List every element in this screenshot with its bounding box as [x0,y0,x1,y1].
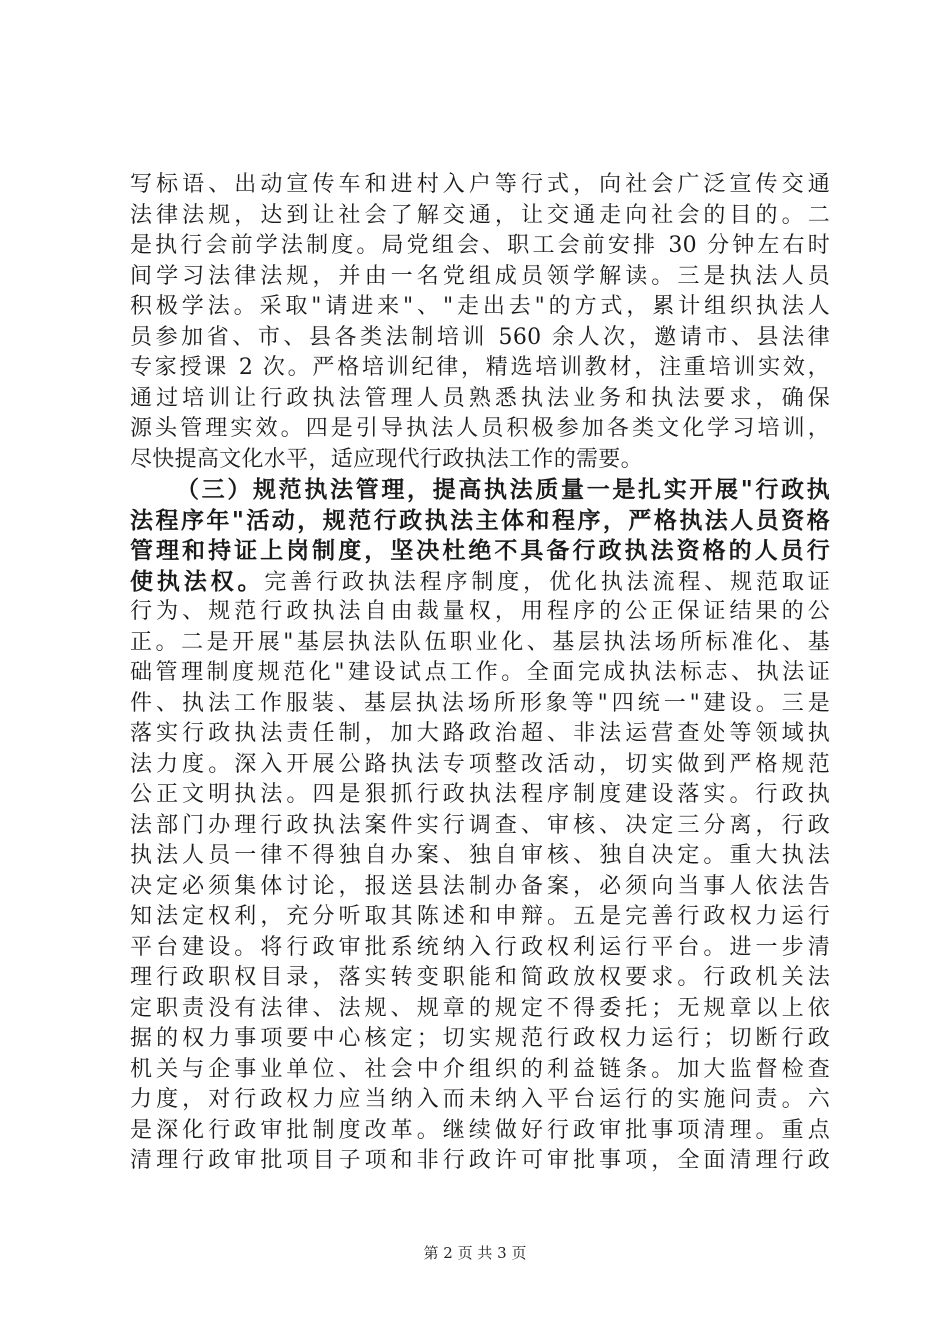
text-line: 是执行会前学法制度。局党组会、职工会前安排 30 分钟左右时 [130,233,830,258]
text-line: 源头管理实效。四是引导执法人员积极参加各类文化学习培训， [130,416,830,441]
text-line: 通过培训让行政执法管理人员熟悉执法业务和执法要求，确保 [130,385,830,411]
text-line: 据的权力事项要中心核定；切实规范行政权力运行；切断行政 [130,1026,830,1051]
section-heading-line: 法程序年"活动，规范行政执法主体和程序，严格执法人员资格 [130,506,830,534]
bold-segment: 使执法权。 [130,567,265,595]
text-line: 落实行政执法责任制，加大路政治超、非法运营查处等领域执 [130,721,830,746]
text-line: 定职责没有法律、法规、规章的规定不得委托；无规章以上依 [130,995,830,1021]
text-line: 清理行政审批项目子项和非行政许可审批事项，全面清理行政 [130,1148,830,1173]
text-line: 平台建设。将行政审批系统纳入行政权利运行平台。进一步清 [130,934,830,960]
text-line: 决定必须集体讨论，报送县法制办备案，必须向当事人依法告 [130,873,830,899]
section-heading-line: （三）规范执法管理，提高执法质量一是扎实开展"行政执 [176,476,830,503]
section-heading-line: 管理和持证上岗制度，坚决杜绝不具备行政执法资格的人员行 [130,537,830,564]
text-line: 积极学法。采取"请进来"、"走出去"的方式，累计组织执法人 [130,294,830,319]
mixed-text-line [130,567,830,598]
text-line: 法律法规，达到让社会了解交通，让交通走向社会的目的。二 [130,202,830,228]
text-line: 础管理制度规范化"建设试点工作。全面完成执法标志、执法证 [130,660,830,685]
text-line: 专家授课 2 次。严格培训纪律，精选培训教材，注重培训实效， [130,355,830,380]
text-line: 公正文明执法。四是狠抓行政执法程序制度建设落实。行政执 [130,782,830,807]
normal-segment: 完善行政执法程序制度，优化执法流程、规范取证 [264,569,831,595]
text-line: 写标语、出动宣传车和进村入户等行式，向社会广泛宣传交通 [130,172,830,197]
paragraph-section-3 [130,475,830,1177]
page-number-footer: 第 2 页 共 3 页 [423,1244,527,1262]
text-line: 尽快提高文化水平，适应现代行政执法工作的需要。 [130,446,643,472]
text-line: 理行政职权目录，落实转变职能和简政放权要求。行政机关法 [130,965,830,990]
text-line: 法部门办理行政执法案件实行调查、审核、决定三分离，行政 [130,812,830,838]
body-text [130,170,830,1177]
text-line: 机关与企事业单位、社会中介组织的利益链条。加大监督检查 [130,1056,830,1082]
text-line: 间学习法律法规，并由一名党组成员领学解读。三是执法人员 [130,263,830,289]
text-line: 行为、规范行政执法自由裁量权，用程序的公正保证结果的公 [130,599,830,624]
text-line: 正。二是开展"基层执法队伍职业化、基层执法场所标准化、基 [130,629,830,655]
text-line: 件、执法工作服装、基层执法场所形象等"四统一"建设。三是 [130,690,830,716]
text-line: 执法人员一律不得独自办案、独自审核、独自决定。重大执法 [130,843,830,868]
text-line: 法力度。深入开展公路执法专项整改活动，切实做到严格规范 [130,751,830,777]
text-line: 力度，对行政权力应当纳入而未纳入平台运行的实施问责。六 [130,1087,830,1112]
text-line: 员参加省、市、县各类法制培训 560 余人次，邀请市、县法律 [130,324,830,350]
text-line: 是深化行政审批制度改革。继续做好行政审批事项清理。重点 [130,1117,830,1143]
text-line: 知法定权利，充分听取其陈述和申辩。五是完善行政权力运行 [130,904,830,929]
paragraph-1 [130,170,830,475]
